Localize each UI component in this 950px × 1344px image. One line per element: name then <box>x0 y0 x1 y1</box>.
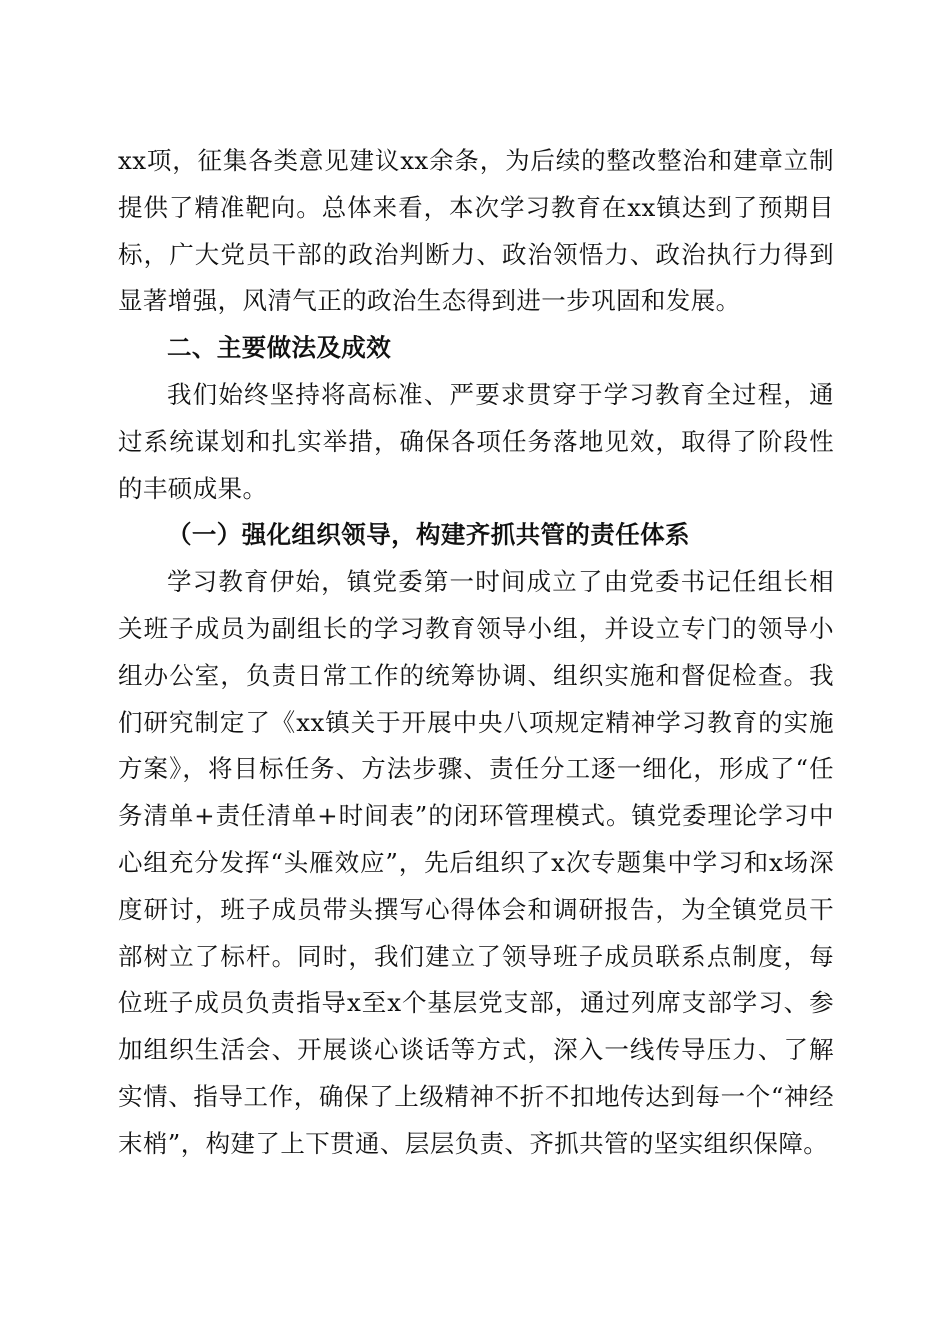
section-heading: 二、主要做法及成效 <box>167 333 392 363</box>
subsection-heading: （一）强化组织领导，构建齐抓共管的责任体系 <box>167 520 690 550</box>
subsection-body-paragraph: 学习教育伊始，镇党委第一时间成立了由党委书记任组长相关班子成员为副组长的学习教育领导小组，并设立专门的领导小组办公室，负责日常工作的统筹协调、组织实施和督促检查。我们研究制定了《xx镇关于开展中央八项规定精神学习教育的实施方案》，将目标任务、方法步骤、责任分工逐一细化，形成了“任务清单+责任清单+时间表”的闭环管理模式。镇党委理论学习中心组充分发挥“头雁效应”，先后组织了x次专题集中学习和x场深度研讨，班子成员带头撰写心得体会和调研报告，为全镇党员干部树立了标杆。同时，我们建立了领导班子成员联系点制度，每位班子成员负责指导x至x个基层党支部，通过列席支部学习、参加组织生活会、开展谈心谈话等方式，深入一线传导压力、了解实情、指导工作，确保了上级精神不折不扣地传达到每一个“神经末梢”，构建了上下贯通、层层负责、齐抓共管的坚实组织保障。 <box>118 567 834 1158</box>
paragraph-continued: xx项，征集各类意见建议xx余条，为后续的整改整治和建章立制提供了精准靶向。总体来看，本次学习教育在xx镇达到了预期目标，广大党员干部的政治判断力、政治领悟力、政治执行力得到显著增强，风清气正的政治生态得到进一步巩固和发展。 <box>118 146 834 316</box>
section-intro-paragraph: 我们始终坚持将高标准、严要求贯穿于学习教育全过程，通过系统谋划和扎实举措，确保各项任务落地见效，取得了阶段性的丰硕成果。 <box>118 379 834 503</box>
document-body <box>118 138 834 1168</box>
